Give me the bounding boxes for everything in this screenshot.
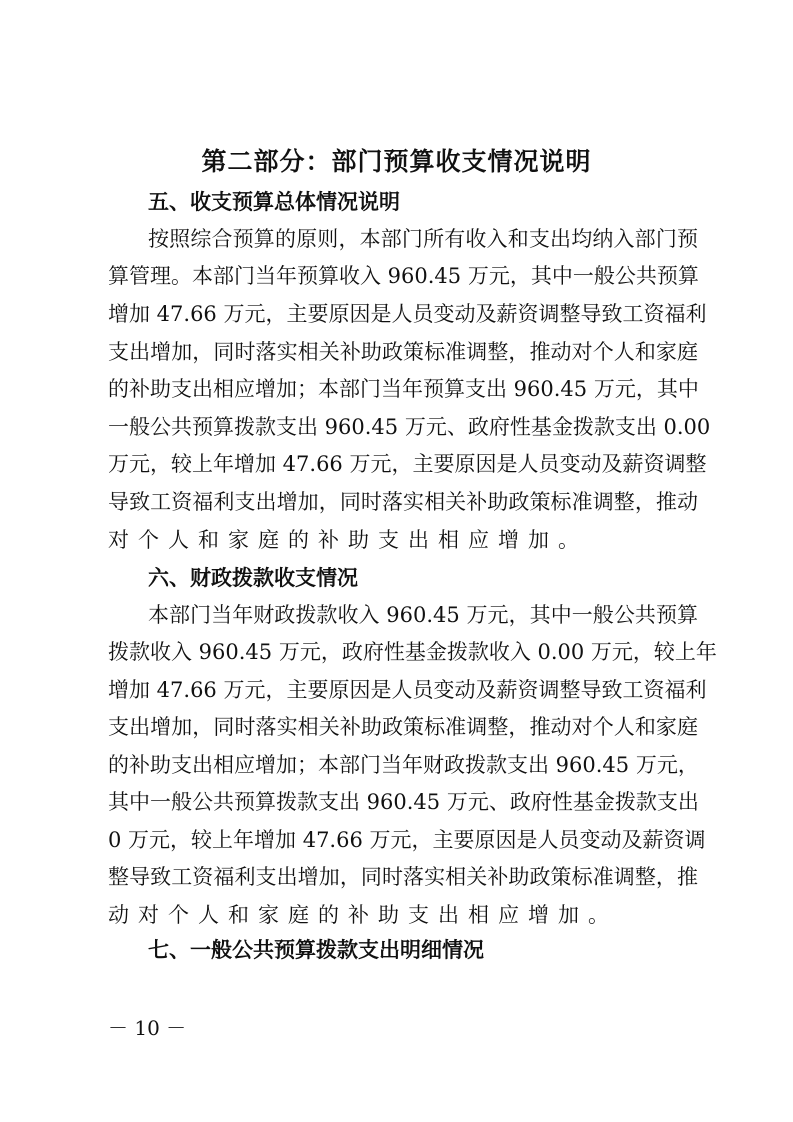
paragraph-line: 的补助支出相应增加；本部门当年财政拨款支出 960.45 万元， — [108, 753, 699, 777]
paragraph-line: 支出增加，同时落实相关补助政策标准调整，推动对个人和家庭 — [108, 715, 698, 739]
page-number: － 10 － — [108, 1016, 187, 1040]
paragraph-line: 一般公共预算拨款支出 960.45 万元、政府性基金拨款支出 0.00 — [108, 415, 711, 439]
paragraph-line: 本部门当年财政拨款收入 960.45 万元，其中一般公共预算 — [148, 603, 698, 627]
paragraph-line: 拨款收入 960.45 万元，政府性基金拨款收入 0.00 万元，较上年 — [108, 640, 717, 664]
section-heading-6: 六、财政拨款收支情况 — [148, 566, 358, 590]
section-heading-7: 七、一般公共预算拨款支出明细情况 — [148, 938, 484, 962]
page-title: 第二部分：部门预算收支情况说明 — [201, 147, 592, 176]
paragraph-line: 对个人和家庭的补助支出相应增加。 — [108, 528, 588, 552]
paragraph-line: 的补助支出相应增加；本部门当年预算支出 960.45 万元，其中 — [108, 377, 699, 401]
paragraph-line: 算管理。本部门当年预算收入 960.45 万元，其中一般公共预算 — [108, 264, 699, 288]
section-heading-5: 五、收支预算总体情况说明 — [148, 190, 400, 214]
paragraph-line: 其中一般公共预算拨款支出 960.45 万元、政府性基金拨款支出 — [108, 790, 699, 814]
paragraph-line: 万元，较上年增加 47.66 万元，主要原因是人员变动及薪资调整 — [108, 452, 707, 476]
paragraph-line: 增加 47.66 万元，主要原因是人员变动及薪资调整导致工资福利 — [108, 678, 707, 702]
paragraph-line: 支出增加，同时落实相关补助政策标准调整，推动对个人和家庭 — [108, 340, 698, 364]
paragraph-line: 按照综合预算的原则，本部门所有收入和支出均纳入部门预 — [148, 227, 698, 251]
paragraph-line: 动对个人和家庭的补助支出相应增加。 — [108, 903, 618, 927]
paragraph-line: 导致工资福利支出增加，同时落实相关补助政策标准调整，推动 — [108, 490, 698, 514]
paragraph-line: 整导致工资福利支出增加，同时落实相关补助政策标准调整，推 — [108, 865, 698, 889]
paragraph-line: 0 万元，较上年增加 47.66 万元，主要原因是人员变动及薪资调 — [108, 828, 706, 852]
paragraph-line: 增加 47.66 万元，主要原因是人员变动及薪资调整导致工资福利 — [108, 302, 707, 326]
